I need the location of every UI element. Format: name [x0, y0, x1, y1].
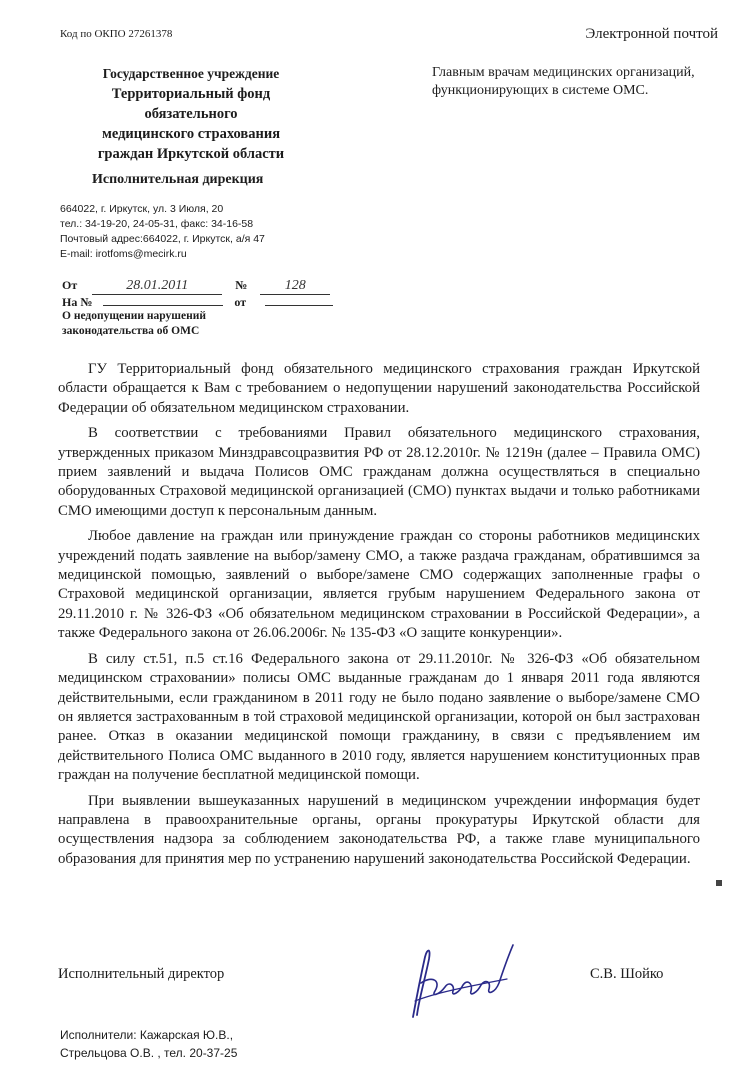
recipient-block: Главным врачам медицинских организаций, функционирующих в системе ОМС.: [432, 65, 695, 98]
letter-date: 28.01.2011: [92, 278, 222, 295]
subject-line: законодательства об ОМС: [62, 325, 200, 337]
body-paragraph: Любое давление на граждан или принуждение граждан со стороны работников медицинских учреждений подать заявление на выбор/замену СМО, а также раздача гражданам, обратившимся за медицинской помощью, заявлений о выборе/замене СМО содержащих заполненные графы о Страховой медицинской организации, является грубым нарушением Федерального закона от 29.11.2010 г. № 326-ФЗ «Об обязательном медицинском страховании в Российской Федерации», а также Федерального закона от 26.06.2006г. № 135-ФЗ «О защите конкуренции».: [58, 528, 700, 642]
body-paragraph: В соответствии с требованиями Правил обязательного медицинского страхования, утвержденных приказом Минздравсоцразвития РФ от 28.12.2010г. № 1219н (далее – Правила ОМС) прием заявлений и выдача Полисов ОМС гражданам должна осуществляться в специально оборудованных Страховой медицинской организацией (СМО) пунктах выдачи и только работниками СМО имеющими доступ к персональным данным.: [58, 425, 700, 519]
org-line: обязательного: [144, 106, 238, 122]
from-label: От: [62, 278, 78, 292]
of-date-blank: [265, 305, 333, 306]
directorate-title: Исполнительная дирекция: [92, 172, 264, 187]
ref-to-row: [62, 295, 333, 310]
handwritten-signature: [395, 935, 525, 1030]
org-line: Государственное учреждение: [102, 66, 280, 81]
contact-email: E-mail: irotfoms@mecirk.ru: [60, 248, 187, 260]
letter-number: 128: [260, 278, 330, 295]
executors-block: [60, 1026, 237, 1062]
org-line: Территориальный фонд: [111, 86, 271, 102]
body-paragraph: ГУ Территориальный фонд обязательного медицинского страхования граждан Иркутской области обращается к Вам с требованием о недопущении нарушений законодательства Российской Федерации об обязательном медицинском страховании.: [58, 361, 700, 416]
executor-line: Стрельцова О.В. , тел. 20-37-25: [60, 1046, 238, 1060]
of-label: от: [234, 295, 247, 309]
sender-contacts: [60, 202, 265, 262]
subject-line: О недопущении нарушений: [62, 310, 206, 322]
sender-organization: [60, 64, 322, 164]
letter-body: [58, 360, 700, 869]
okpo-code: Код по ОКПО 27261378: [60, 28, 173, 40]
to-number-blank: [103, 305, 223, 306]
signatory-title: Исполнительный директор: [58, 966, 225, 982]
org-line: медицинского страхования: [101, 126, 281, 142]
ref-from-row: [62, 278, 330, 295]
contact-postal: Почтовый адрес:664022, г. Иркутск, а/я 47: [60, 233, 265, 245]
contact-address: 664022, г. Иркутск, ул. 3 Июля, 20: [60, 203, 224, 215]
delivery-method: Электронной почтой: [585, 26, 718, 42]
executor-line: Исполнители: Кажарская Ю.В.,: [60, 1028, 234, 1042]
contact-phones: тел.: 34-19-20, 24-05-31, факс: 34-16-58: [60, 218, 254, 230]
org-line: граждан Иркутской области: [97, 146, 285, 162]
signatory-name: С.В. Шойко: [590, 966, 664, 982]
number-sign: №: [235, 278, 248, 292]
body-paragraph: В силу ст.51, п.5 ст.16 Федерального закона от 29.11.2010г. № 326-ФЗ «Об обязательном медицинском страховании» полисы ОМС выданные гражданам до 1 января 2011 года являются действительными, если гражданином в 2011 году не было подано заявление о выборе/замене СМО он является застрахованным в той страховой медицинской организации, которой он был застрахован ранее. Отказ в оказании медицинской помощи гражданину, в связи с предъявлением им действительного Полиса ОМС выданного в 2010 году, является нарушением конституционных прав граждан на получение бесплатной медицинской помощи.: [58, 650, 700, 784]
to-label: На №: [62, 295, 93, 309]
letter-subject: [62, 309, 206, 339]
signature-drawing: [395, 935, 525, 1025]
scan-speck: [716, 880, 722, 886]
body-paragraph: При выявлении вышеуказанных нарушений в медицинском учреждении информация будет направлена в правоохранительные органы, органы прокуратуры Иркутской области для осуществления надзора за соблюдением законодательства РФ, а также главе муниципального образования для принятия мер по устранению нарушений законодательства Российской Федерации.: [58, 792, 700, 867]
